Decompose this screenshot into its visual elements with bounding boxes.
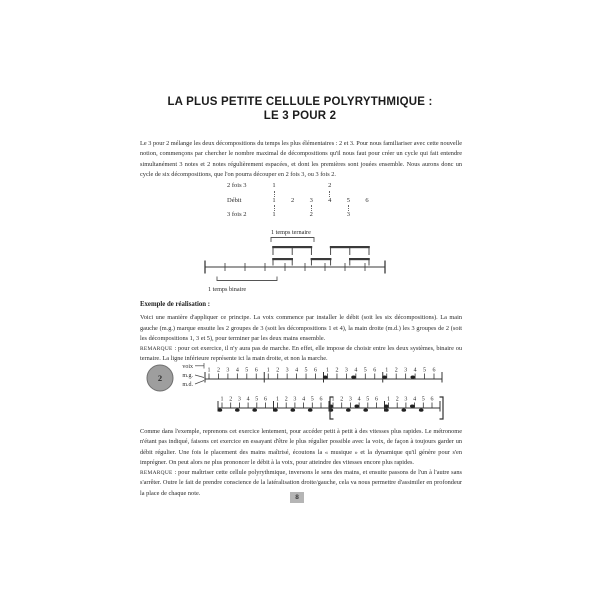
beat-number: 2 [340,396,344,403]
debit-dotted-link [348,205,349,211]
voice-label: voix [182,364,193,370]
rhythm-figure [200,222,400,300]
right-hand-note [363,409,368,412]
beat-number: 6 [373,367,377,374]
left-hand-note [382,376,387,379]
beat-number: 5 [423,367,427,374]
remark-label: REMARQUE [140,346,173,353]
beat-number: 6 [254,367,258,374]
ternary-beams [272,246,370,255]
beat-number: 6 [319,396,323,403]
closing-section [140,427,462,499]
debit-number: 3 [346,211,351,218]
right-hand-note [308,409,313,412]
beat-number: 4 [354,367,358,374]
debit-number: 2 [309,211,313,218]
right-hand-note [346,409,351,412]
beat-number: 5 [310,396,314,403]
beat-number: 2 [276,367,280,374]
debit-dotted-link [329,191,330,197]
debit-row-label: Débit [227,197,242,204]
stave-1 [205,368,442,383]
page-title [0,96,600,123]
left-hand-note [355,405,360,408]
binary-beams [272,258,370,266]
right-hand-note [329,409,334,412]
beat-number: 5 [366,396,370,403]
right-hand-note [218,409,223,412]
debit-dotted-link [274,191,275,197]
beat-number: 1 [326,367,329,374]
beat-number: 5 [255,396,259,403]
beat-number: 2 [394,367,398,374]
beat-number: 3 [348,396,352,403]
beat-number: 4 [295,367,299,374]
beat-number: 4 [413,396,417,403]
beat-number: 5 [363,367,367,374]
beat-number: 6 [375,396,378,403]
debit-number: 5 [346,197,351,204]
beat-number: 3 [344,367,348,374]
right-hand-note [402,409,407,412]
beat-number: 2 [216,367,220,374]
beat-number: 3 [404,367,408,374]
beat-number: 1 [220,396,224,403]
debit-number: 2 [328,182,332,189]
left-hand-note [384,405,389,408]
right-hand-note [252,409,257,412]
beat-number: 2 [229,396,233,403]
left-hand-note [323,376,328,379]
left-hand-note [351,376,356,379]
remark-label: REMARQUE [140,470,173,477]
left-hand-note [411,376,416,379]
beat-number: 1 [276,396,279,403]
right-hand-note [419,409,424,412]
debit-diagram [227,182,407,224]
beat-number: 3 [237,396,241,403]
remark-text: : pour maîtriser cette cellule polyrythmique, inversons le sens des mains, et ensuite passons de l'un à l'autre sans s'arrêter. Outre le fait de prendre conscience de la latéralisation droite/gauche, cela va nous permettre d'assimiler en profondeur la place de chaque note. [140,469,462,497]
debit-number: 1 [272,197,276,204]
beat-number: 1 [207,367,211,374]
beat-number: 4 [357,396,361,403]
beat-number: 6 [432,367,436,374]
page-number-badge: 8 [290,492,304,503]
right-hand-note [235,409,240,412]
beat-number: 1 [331,396,335,403]
binary-bracket [217,277,277,281]
example-heading: Exemple de réalisation : [140,301,211,308]
right-hand-note [273,409,278,412]
ternary-label: 1 temps ternaire [271,229,311,236]
score-figure [140,358,470,432]
binary-label: 1 temps binaire [208,286,247,293]
intro-paragraph: Le 3 pour 2 mélange les deux décompositions du temps les plus élémentaires : 2 et 3. Pour nous familiariser avec cette nouvelle notion, commençons par chercher le nombre maximal de décompositions qu'il nous faut pour créer un cycle qui fait entendre simultanément 3 notes et 2 notes régulièrement espacées, et dont les premières sont jouées ensemble. Nous aurons donc un cycle de six décompositions, que l'on pourra découper en 2 fois 3, ou 3 fois 2. [140,140,462,178]
debit-number: 3 [309,197,313,204]
beat-number: 1 [266,367,270,374]
beat-number: 5 [421,396,425,403]
beat-number: 2 [335,367,339,374]
closing-paragraph: Comme dans l'exemple, reprenons cet exercice lentement, pour accéder petit à petit à des vitesses plus rapides. Le métronome n'étant pas indiqué, faisons cet exercice en essayant d'être le plus régulier possible avec la voix, de façon à toujours garder un débit régulier. Une fois le placement des mains maîtrisé, écoutons la « musique » et la dynamique qu'il génère pour s'en imprégner. On peut alors ne plus prononcer le débit à la voix, pour atteindre des vitesses encore plus rapides. [140,428,462,466]
debit-row-label: 3 fois 2 [227,211,247,218]
debit-row-label: 2 fois 3 [227,182,247,189]
beat-number: 3 [226,367,230,374]
left-hand-label: m.g. [182,373,193,379]
debit-dotted-link [274,205,275,211]
beat-number: 3 [293,396,297,403]
beat-number: 3 [404,396,408,403]
beat-number: 1 [387,396,390,403]
beat-number: 5 [304,367,308,374]
beat-number: 6 [264,396,267,403]
stave-2 [218,397,443,420]
left-hand-note [328,405,333,408]
example-section [140,300,462,365]
beat-number: 4 [246,396,250,403]
beat-number: 4 [302,396,306,403]
debit-number: 4 [328,197,332,204]
page-title-line1: LA PLUS PETITE CELLULE POLYRYTHMIQUE : [167,96,433,108]
debit-number: 2 [290,197,295,204]
right-hand-note [384,409,389,412]
beat-number: 2 [395,396,399,403]
page-title-line2: LE 3 POUR 2 [263,109,337,122]
debit-number: 1 [272,211,276,218]
debit-number: 1 [272,182,276,189]
beat-number: 1 [385,367,389,374]
beat-number: 5 [245,367,249,374]
left-hand-note [410,405,415,408]
remark-text: : pour cet exercice, il n'y aura pas de marche. En effet, elle impose de choisir entre les deux systèmes, binaire ou ternaire. La ligne inférieure représente ici la main droite, et non la marche. [140,345,462,363]
debit-dotted-link [311,205,312,211]
debit-number: 6 [365,197,369,204]
ternary-bracket [271,238,314,243]
beat-number: 6 [314,367,317,374]
beat-number: 4 [235,367,239,374]
beat-number: 3 [285,367,289,374]
beat-number: 2 [284,396,288,403]
beat-number: 6 [430,396,434,403]
track-number: 2 [157,373,163,383]
example-paragraph: Voici une manière d'appliquer ce principe. La voix commence par installer le débit (soit les six décompositions). La main gauche (m.g.) marque ensuite les 2 groupes de 3 (soit les décompositions 1 et 4), la main droite (m.d.) les 3 groupes de 2 (soit les décompositions 1, 3 et 5), pour terminer par les deux mains ensemble. [140,314,462,342]
right-hand-label: m.d. [182,382,193,388]
right-hand-note [291,409,296,412]
beat-number: 4 [413,367,417,374]
